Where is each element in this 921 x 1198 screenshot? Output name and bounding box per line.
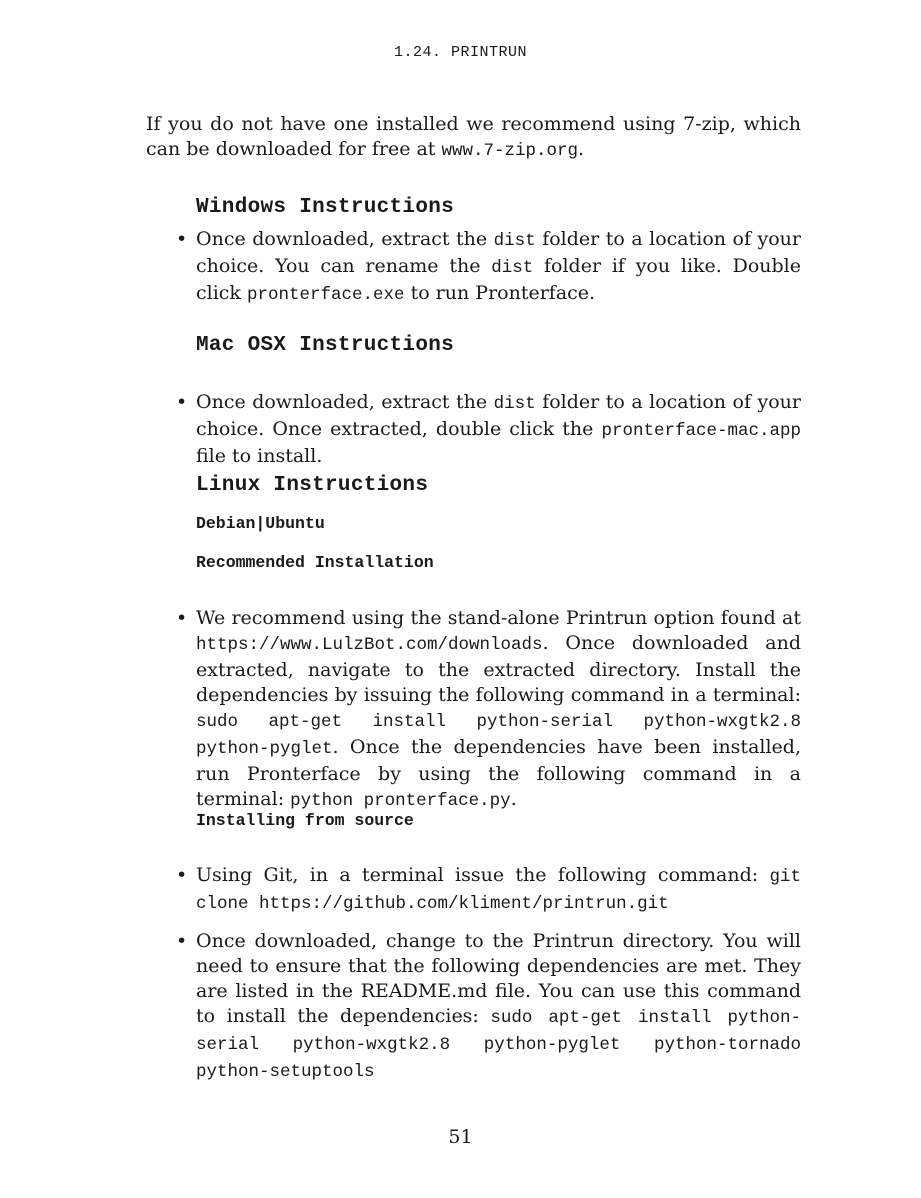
windows-bullet: • Once downloaded, extract the dist folder to a location of your choice. You can rename the dist folder if you like. Double click pronterface.exe to run Pronterface.: [176, 228, 801, 305]
bullet-dot: •: [176, 930, 188, 952]
mac-heading: Mac OSX Instructions: [196, 334, 455, 357]
source-bullet-git: • Using Git, in a terminal issue the following command: git clone https://github.com/kliment/printrun.git: [176, 864, 801, 914]
windows-heading: Windows Instructions: [196, 196, 455, 219]
installing-from-source-heading: Installing from source: [196, 811, 414, 830]
recommended-bullet: • We recommend using the stand-alone Printrun option found at https://www.LulzBot.com/downloads. Once downloaded and extracted, navigate to the extracted directory. Install the dependencies by issuing the following command in a terminal: sudo apt-get install python-serial python-wxgtk2.8 python-pyglet. Once the dependencies have been installed, run Pronterface by using the following command in a terminal: python pronterface.py.: [176, 607, 801, 811]
code-dist: dist: [491, 258, 534, 278]
code-python-pronterface: python pronterface.py: [290, 791, 511, 811]
code-lulzbot-url: https://www.LulzBot.com/downloads: [196, 635, 543, 655]
code-apt-get-dependencies: sudo apt-get install python-serial python-wxgtk2.8 python-pyglet python-tornado python-setuptools: [196, 1008, 801, 1082]
code-git-clone: git clone https://github.com/kliment/printrun.git: [196, 867, 801, 914]
code-pronterface-mac-app: pronterface-mac.app: [601, 421, 801, 441]
linux-heading: Linux Instructions: [196, 474, 429, 497]
bullet-dot: •: [176, 228, 188, 250]
7zip-url: www.7-zip.org: [441, 141, 579, 161]
source-bullet-dependencies: • Once downloaded, change to the Printrun directory. You will need to ensure that the following dependencies are met. They are listed in the README.md file. You can use this command to install the dependencies: sudo apt-get install python-serial python-wxgtk2.8 python-pyglet python-tornado python-setuptools: [176, 930, 801, 1082]
page-number: 51: [448, 1126, 473, 1148]
intro-paragraph: If you do not have one installed we recommend using 7-zip, which can be downloaded for free at www.7-zip.org.: [146, 113, 801, 161]
bullet-dot: •: [176, 391, 188, 413]
mac-bullet: • Once downloaded, extract the dist folder to a location of your choice. Once extracted, double click the pronterface-mac.app file to install.: [176, 391, 801, 467]
code-dist: dist: [493, 231, 536, 251]
code-dist: dist: [493, 394, 536, 414]
recommended-installation-heading: Recommended Installation: [196, 553, 434, 572]
bullet-dot: •: [176, 607, 188, 629]
code-pronterface-exe: pronterface.exe: [247, 285, 405, 305]
bullet-dot: •: [176, 864, 188, 886]
distro-heading: Debian|Ubuntu: [196, 514, 325, 533]
running-head: 1.24. PRINTRUN: [393, 44, 528, 61]
code-apt-get-command: sudo apt-get install python-serial python-wxgtk2.8 python-pyglet: [196, 712, 801, 759]
